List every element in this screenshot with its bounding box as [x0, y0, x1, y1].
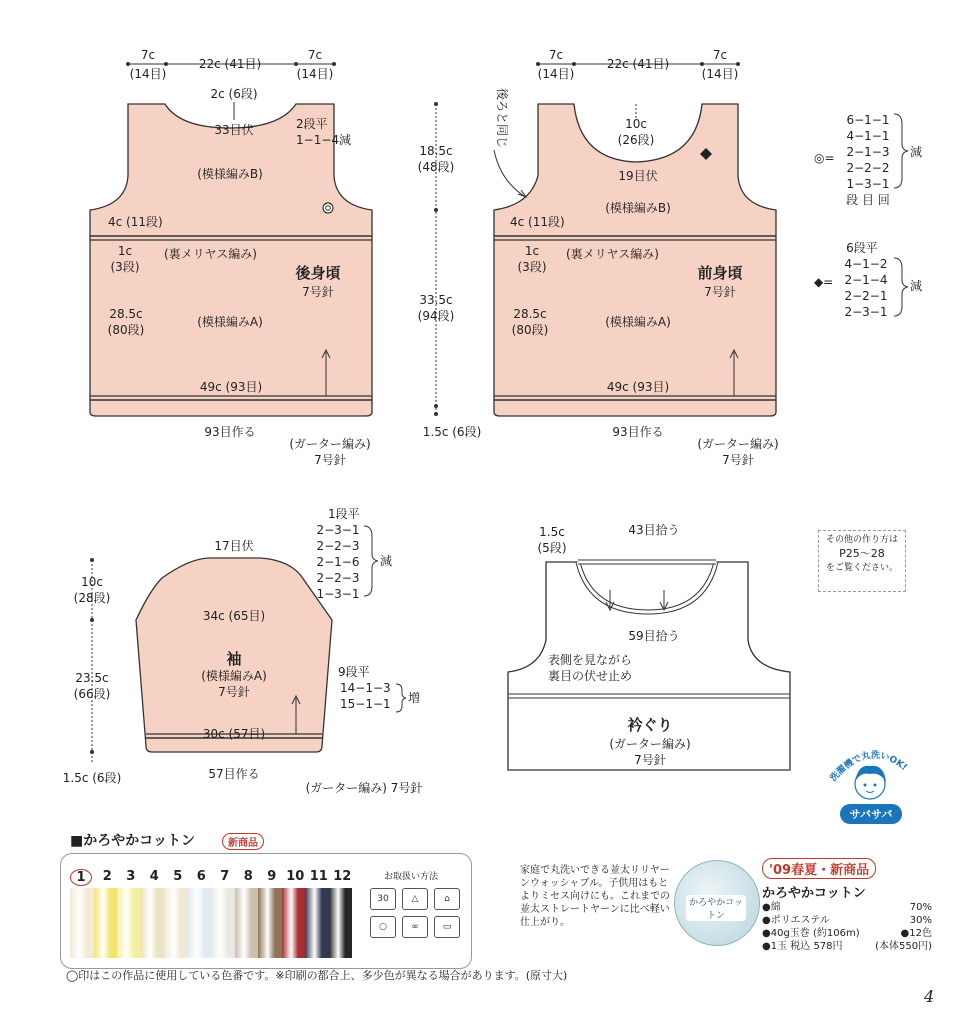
yarn-swatch [282, 888, 306, 958]
back-cast-on: 93目作る [204, 425, 256, 439]
front-top-right-cm: 7c [712, 48, 728, 62]
back-pattern-a: (模様編みA) [197, 315, 263, 329]
spec-row: ●40g玉巻 (約106m) ●12色 [762, 928, 932, 939]
wring-icon: ∞ [402, 916, 428, 938]
front-top-center: 22c (41目) [606, 57, 670, 71]
center-mid-rows: (94段) [417, 309, 455, 323]
front-pattern-a: (模様編みA) [605, 315, 671, 329]
sleeve-cap-label: 減 [380, 554, 393, 568]
front-title: 前身頃 [697, 264, 743, 282]
back-garter-needle: 7号針 [314, 453, 346, 467]
yarn-swatch [164, 888, 188, 958]
back-neck-depth: 2c (6段) [210, 87, 258, 101]
mascot-badge: サバサバ [849, 808, 893, 821]
collar-needle: 7号針 [634, 753, 666, 767]
back-body-height-cm: 28.5c [109, 307, 143, 321]
back-pattern-b: (模様編みB) [197, 167, 263, 181]
legend-circle-row: 6−1−1 [846, 113, 890, 127]
yarn-swatch [258, 888, 282, 958]
front-top-right-st: (14目) [701, 67, 739, 81]
yarn-color-number: 2 [102, 869, 112, 884]
collar-bindoff-note-2: 裏目の伏せ止め [547, 669, 633, 683]
sleeve-body-height-rows: (66段) [73, 687, 111, 701]
yarn-ball-label: かろやかコットン [686, 895, 746, 921]
flat-dry-icon: ▭ [434, 916, 460, 938]
other-instructions-line: をご覧ください。 [825, 563, 898, 573]
front-rev-height-cm: 1c [524, 244, 540, 258]
yarn-color-number: 9 [267, 869, 277, 884]
legend-diamond-row: 2−3−1 [844, 305, 888, 319]
yarn-color-number: 1 [70, 869, 92, 886]
collar-front-pickup: 59目拾う [628, 629, 680, 643]
yarn-new-tag: 新商品 [222, 833, 264, 850]
center-bottom: 1.5c (6段) [422, 425, 482, 439]
no-bleach-icon: △ [402, 888, 428, 910]
legend-circle-header: 段 目 回 [846, 193, 890, 207]
sleeve-needle: 7号針 [218, 685, 250, 699]
front-top-left-st: (14目) [537, 67, 575, 81]
back-garter: (ガーター編み) [289, 437, 371, 451]
center-top-rows: (48段) [417, 160, 455, 174]
back-needle: 7号針 [302, 285, 334, 299]
yarn-color-number: 10 [286, 869, 305, 884]
sleeve-bottom: 1.5c (6段) [62, 771, 122, 785]
sleeve-body-height-cm: 23.5c [75, 671, 109, 685]
yarn-swatch [235, 888, 259, 958]
back-neck-dec-1: 2段平 [296, 117, 328, 131]
back-top-dims [126, 48, 336, 81]
back-width: 49c (93目) [199, 380, 263, 394]
front-body-height-rows: (80段) [511, 323, 549, 337]
yarn-color-number: 6 [196, 869, 206, 884]
legend-diamond-row: 2−2−1 [844, 289, 888, 303]
yarn-color-number: 3 [126, 869, 136, 884]
front-neck-bindoff: 19目伏 [618, 169, 658, 183]
sleeve-inc-row: 15−1−1 [340, 697, 391, 711]
front-armhole-side: 4c (11段) [510, 215, 565, 229]
product-spec [762, 858, 932, 953]
yarn-swatch [329, 888, 353, 958]
sleeve-inc-row: 14−1−3 [340, 681, 391, 695]
yarn-color-numbers [70, 869, 354, 886]
front-neck-depth-cm: 10c [625, 117, 647, 131]
back-top-left-st: (14目) [129, 67, 167, 81]
yarn-swatch [305, 888, 329, 958]
legend-diamond-label: 減 [910, 279, 923, 293]
front-garter-needle: 7号針 [722, 453, 754, 467]
legend-circle-row: 2−1−3 [846, 145, 890, 159]
sleeve-inc-label: 増 [408, 691, 421, 705]
legend-diamond-first: 6段平 [846, 241, 878, 255]
yarn-swatch [188, 888, 212, 958]
center-dims [418, 102, 482, 439]
other-instructions-pages: P25〜28 [839, 547, 885, 560]
care-title: お取扱い方法 [383, 872, 438, 882]
front-rev-height-rows: (3段) [517, 260, 547, 274]
back-title: 後身頃 [295, 264, 341, 282]
yarn-swatch [141, 888, 165, 958]
page-number: 4 [924, 987, 935, 1006]
product-spec-head: '09春夏・新商品 [762, 858, 876, 879]
iron-icon: ⌂ [434, 888, 460, 910]
other-instructions-line: その他の作り方は [825, 535, 898, 545]
back-armhole-side: 4c (11段) [108, 215, 163, 229]
back-rev-height-cm: 1c [117, 244, 133, 258]
collar-pattern: (ガーター編み) [609, 737, 691, 751]
back-neck-dec-2: 1−1−4減 [296, 133, 352, 147]
center-top-cm: 18.5c [419, 144, 453, 158]
legend-diamond-row: 4−1−2 [844, 257, 888, 271]
legend-circle-row: 4−1−1 [846, 129, 890, 143]
sleeve-top-bindoff: 17目伏 [214, 539, 254, 553]
yarn-color-number: 5 [173, 869, 183, 884]
spec-row: ●綿 70% [762, 902, 932, 913]
front-top-dims [536, 48, 740, 81]
sleeve-title: 袖 [226, 650, 242, 668]
yarn-swatch [70, 888, 94, 958]
spec-row: ●ポリエステル 30% [762, 915, 932, 926]
sleeve-pattern: (模様編みA) [201, 669, 267, 683]
back-top-right-cm: 7c [307, 48, 323, 62]
yarn-color-number: 11 [309, 869, 328, 884]
sleeve-cap-row: 2−2−3 [316, 539, 360, 553]
yarn-color-number: 12 [333, 869, 352, 884]
collar-height-cm: 1.5c [539, 525, 565, 539]
back-top-left-cm: 7c [140, 48, 156, 62]
front-cast-on: 93目作る [612, 425, 664, 439]
front-pattern-b: (模様編みB) [605, 201, 671, 215]
legend-circle-row: 1−3−1 [846, 177, 890, 191]
care-instructions [362, 869, 460, 959]
other-instructions-box [818, 530, 906, 592]
legend-circle-row: 2−2−2 [846, 161, 890, 175]
product-name: かろやかコットン [762, 886, 866, 901]
legend-circle-symbol: ◎= [814, 151, 835, 165]
collar-back-pickup: 43目拾う [628, 523, 680, 537]
front-same-as-back: 後ろと同じ [495, 88, 509, 149]
wash-icon: 30 [370, 888, 396, 910]
legend-circle [814, 113, 922, 207]
sleeve-inc-row: 9段平 [338, 665, 370, 679]
back-top-right-st: (14目) [296, 67, 334, 81]
legend-circle-label: 減 [910, 145, 923, 159]
yarn-swatch [211, 888, 235, 958]
sleeve-cap-row: 2−3−1 [316, 523, 360, 537]
yarn-color-number: 4 [149, 869, 159, 884]
washable-mascot-logo [822, 738, 918, 828]
sleeve-cap-row: 1段平 [328, 507, 360, 521]
collar-bindoff-note-1: 表側を見ながら [547, 653, 633, 667]
legend-diamond-symbol: ◆= [814, 275, 834, 289]
back-top-center: 22c (41目) [198, 57, 262, 71]
front-width: 49c (93目) [606, 380, 670, 394]
sleeve-cap-row: 1−3−1 [316, 587, 360, 601]
back-neck-bindoff: 33目伏 [214, 123, 254, 137]
back-rev-height-rows: (3段) [110, 260, 140, 274]
legend-diamond-row: 2−1−4 [844, 273, 888, 287]
front-needle: 7号針 [704, 285, 736, 299]
center-mid-cm: 33.5c [419, 293, 453, 307]
sleeve-garter: (ガーター編み) 7号針 [305, 781, 423, 795]
back-rev-stockinette: (裏メリヤス編み) [164, 247, 257, 261]
collar-height-rows: (5段) [537, 541, 567, 555]
yarn-swatch [117, 888, 141, 958]
sleeve-cast-on: 57目作る [208, 767, 260, 781]
mascot-arc-text: 洗濯機で丸洗いOK! [828, 750, 909, 784]
sleeve-upper-width: 34c (65目) [202, 609, 266, 623]
product-description: 家庭で丸洗いできる並太リリヤーンウォッシャブル。子供用はもとよりミセス向けにも。これまでの並太ストレートヤーンに比べ軽い仕上がり。 [520, 865, 670, 928]
sleeve-cap-row: 2−1−6 [316, 555, 360, 569]
sleeve-cap-row: 2−2−3 [316, 571, 360, 585]
yarn-swatches [70, 888, 352, 958]
yarn-color-number: 7 [220, 869, 230, 884]
color-note: ◯印はこの作品に使用している色番です。※印刷の都合上、多少色が異なる場合があります。(原寸大) [66, 969, 568, 982]
front-top-left-cm: 7c [548, 48, 564, 62]
yarn-swatch [94, 888, 118, 958]
legend-diamond [814, 241, 922, 319]
front-rev-stockinette: (裏メリヤス編み) [566, 247, 659, 261]
yarn-title: ■かろやかコットン [70, 833, 195, 849]
yarn-color-number: 8 [243, 869, 253, 884]
sleeve-cap-height-cm: 10c [81, 575, 103, 589]
dry-clean-icon: ○ [370, 916, 396, 938]
sleeve-cap-height-rows: (28段) [73, 591, 111, 605]
front-garter: (ガーター編み) [697, 437, 779, 451]
front-body-height-cm: 28.5c [513, 307, 547, 321]
back-body-height-rows: (80段) [107, 323, 145, 337]
collar-title: 衿ぐり [627, 716, 673, 734]
spec-row: ●1玉 税込 578円 (本体550円) [762, 941, 932, 952]
front-neck-depth-rows: (26段) [617, 133, 655, 147]
sleeve-lower-width: 30c (57目) [202, 727, 266, 741]
